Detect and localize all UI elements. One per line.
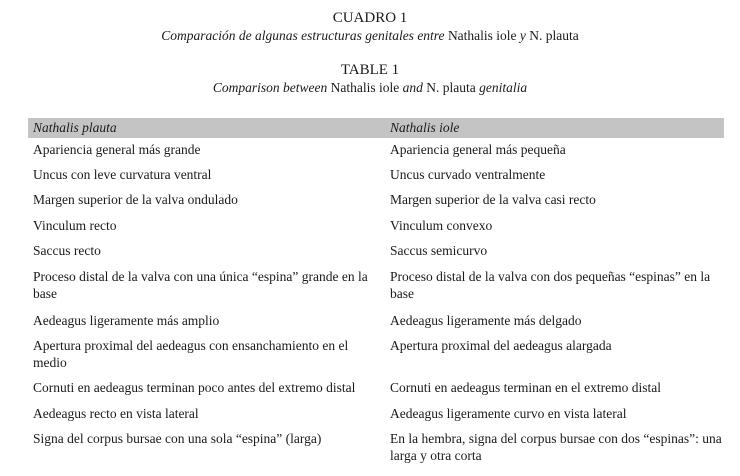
cell-iole: Cornuti en aedeagus terminan en el extremo distal bbox=[390, 380, 662, 395]
cell-iole: Aedeagus ligeramente curvo en vista lateral bbox=[390, 406, 627, 421]
cell-iole: Saccus semicurvo bbox=[390, 243, 488, 258]
header-nathalis-iole: Nathalis iole bbox=[390, 120, 460, 135]
cell-plauta: Aedeagus recto en vista lateral bbox=[33, 406, 199, 421]
cell-plauta: Margen superior de la valva ondulado bbox=[33, 192, 238, 207]
table-header bbox=[28, 118, 724, 138]
cuadro-subtitle: Comparación de algunas estructuras genitales entre Nathalis iole y N. plauta bbox=[161, 28, 579, 43]
cell-plauta: Cornuti en aedeagus terminan poco antes del extremo distal bbox=[33, 380, 356, 395]
header-nathalis-plauta: Nathalis plauta bbox=[33, 120, 117, 135]
cell-plauta: Proceso distal de la valva con una única “espina” grande en la base bbox=[33, 269, 368, 301]
cell-iole: Apertura proximal del aedeagus alargada bbox=[390, 338, 612, 353]
cuadro-title: CUADRO 1 bbox=[332, 10, 408, 26]
cell-plauta: Apariencia general más grande bbox=[33, 142, 201, 157]
cell-plauta: Aedeagus ligeramente más amplio bbox=[33, 313, 220, 328]
cell-iole: Margen superior de la valva casi recto bbox=[390, 192, 596, 207]
cell-plauta: Uncus con leve curvatura ventral bbox=[33, 167, 212, 182]
cell-plauta: Apertura proximal del aedeagus con ensanchamiento en el medio bbox=[33, 338, 349, 370]
cell-iole: Vinculum convexo bbox=[390, 218, 493, 233]
cell-plauta: Signa del corpus bursae con una sola “espina” (larga) bbox=[33, 431, 322, 446]
table-subtitle: Comparison between Nathalis iole and N. plauta genitalia bbox=[212, 80, 528, 95]
cell-iole: En la hembra, signa del corpus bursae con dos “espinas”: una larga y otra corta bbox=[390, 431, 722, 463]
cell-iole: Apariencia general más pequeña bbox=[390, 142, 566, 157]
cell-plauta: Saccus recto bbox=[33, 243, 101, 258]
cell-iole: Proceso distal de la valva con dos pequeñas “espinas” en la base bbox=[390, 269, 711, 301]
cell-iole: Uncus curvado ventralmente bbox=[390, 167, 546, 182]
cell-iole: Aedeagus ligeramente más delgado bbox=[390, 313, 582, 328]
cell-plauta: Vinculum recto bbox=[33, 218, 117, 233]
table-title: TABLE 1 bbox=[340, 62, 400, 78]
